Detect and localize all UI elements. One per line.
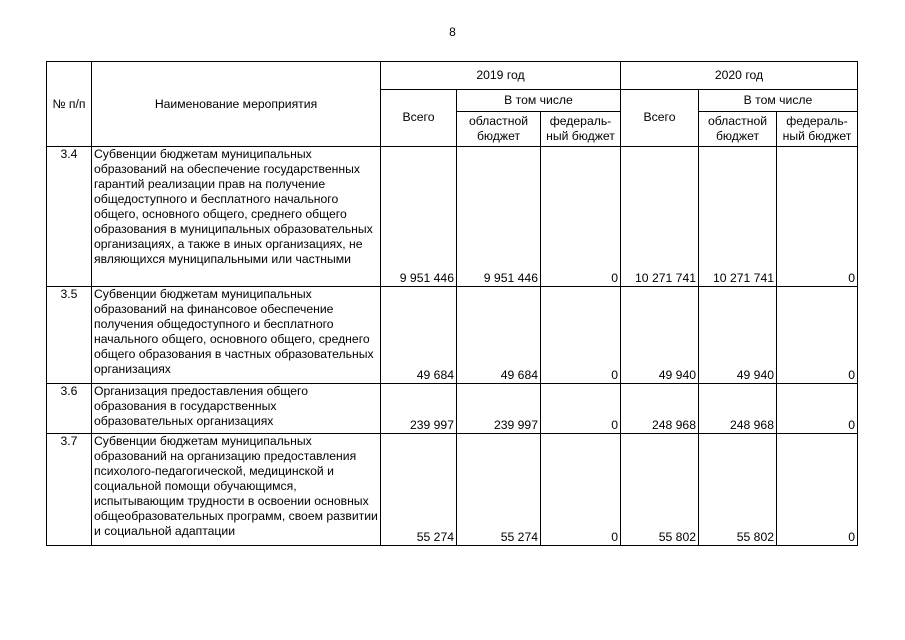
value-2020-federal: 0 (777, 384, 858, 434)
value-2020-federal: 0 (777, 147, 858, 287)
header-year-2020: 2020 год (621, 62, 858, 90)
row-name: Субвенции бюджетам муниципальных образований на обеспечение государственных гарантий реализации прав на получение общедоступного и бесплатного начального общего, основного общего, среднего общего образования в муниципальных образовательных организациях, а также в иных организациях, не являющихся муниципальными или частными (92, 147, 381, 287)
table-row (47, 287, 858, 384)
value-2019-federal: 0 (541, 147, 621, 287)
value-2020-total: 10 271 741 (621, 147, 699, 287)
header-num: № п/п (47, 62, 92, 147)
value-2020-regional: 248 968 (699, 384, 777, 434)
header-2020-total: Всего (621, 90, 699, 147)
header-2020-federal: федераль-ный бюджет (777, 112, 858, 147)
value-2020-federal: 0 (777, 434, 858, 546)
table-row (47, 434, 858, 546)
row-num: 3.7 (47, 434, 92, 546)
page-number: 8 (449, 25, 456, 39)
header-2020-including: В том числе (699, 90, 858, 112)
value-2019-total: 55 274 (381, 434, 457, 546)
value-2020-regional: 55 802 (699, 434, 777, 546)
value-2019-total: 49 684 (381, 287, 457, 384)
value-2019-federal: 0 (541, 384, 621, 434)
value-2019-regional: 239 997 (457, 384, 541, 434)
budget-table (46, 61, 858, 546)
value-2020-total: 55 802 (621, 434, 699, 546)
header-2019-including: В том числе (457, 90, 621, 112)
value-2019-total: 9 951 446 (381, 147, 457, 287)
row-name: Субвенции бюджетам муниципальных образований на финансовое обеспечение получения общедоступного и бесплатного начального общего, основного общего, среднего общего образования в частных образовательных организациях (92, 287, 381, 384)
value-2020-regional: 10 271 741 (699, 147, 777, 287)
row-num: 3.4 (47, 147, 92, 287)
header-year-2019: 2019 год (381, 62, 621, 90)
table-row (47, 384, 858, 434)
row-name: Организация предоставления общего образования в государственных образовательных организациях (92, 384, 381, 434)
row-num: 3.6 (47, 384, 92, 434)
header-2019-total: Всего (381, 90, 457, 147)
value-2020-total: 49 940 (621, 287, 699, 384)
value-2019-regional: 55 274 (457, 434, 541, 546)
header-2020-regional: областной бюджет (699, 112, 777, 147)
header-name: Наименование мероприятия (92, 62, 381, 147)
value-2019-federal: 0 (541, 434, 621, 546)
table-row (47, 147, 858, 287)
row-name: Субвенции бюджетам муниципальных образований на организацию предоставления психолого-педагогической, медицинской и социальной помощи обучающимся, испытывающим трудности в освоении основных общеобразовательных программ, своем развитии и социальной адаптации (92, 434, 381, 546)
row-num: 3.5 (47, 287, 92, 384)
value-2020-regional: 49 940 (699, 287, 777, 384)
value-2019-regional: 49 684 (457, 287, 541, 384)
header-2019-federal: федераль-ный бюджет (541, 112, 621, 147)
value-2019-regional: 9 951 446 (457, 147, 541, 287)
value-2019-federal: 0 (541, 287, 621, 384)
value-2019-total: 239 997 (381, 384, 457, 434)
value-2020-total: 248 968 (621, 384, 699, 434)
header-2019-regional: областной бюджет (457, 112, 541, 147)
value-2020-federal: 0 (777, 287, 858, 384)
